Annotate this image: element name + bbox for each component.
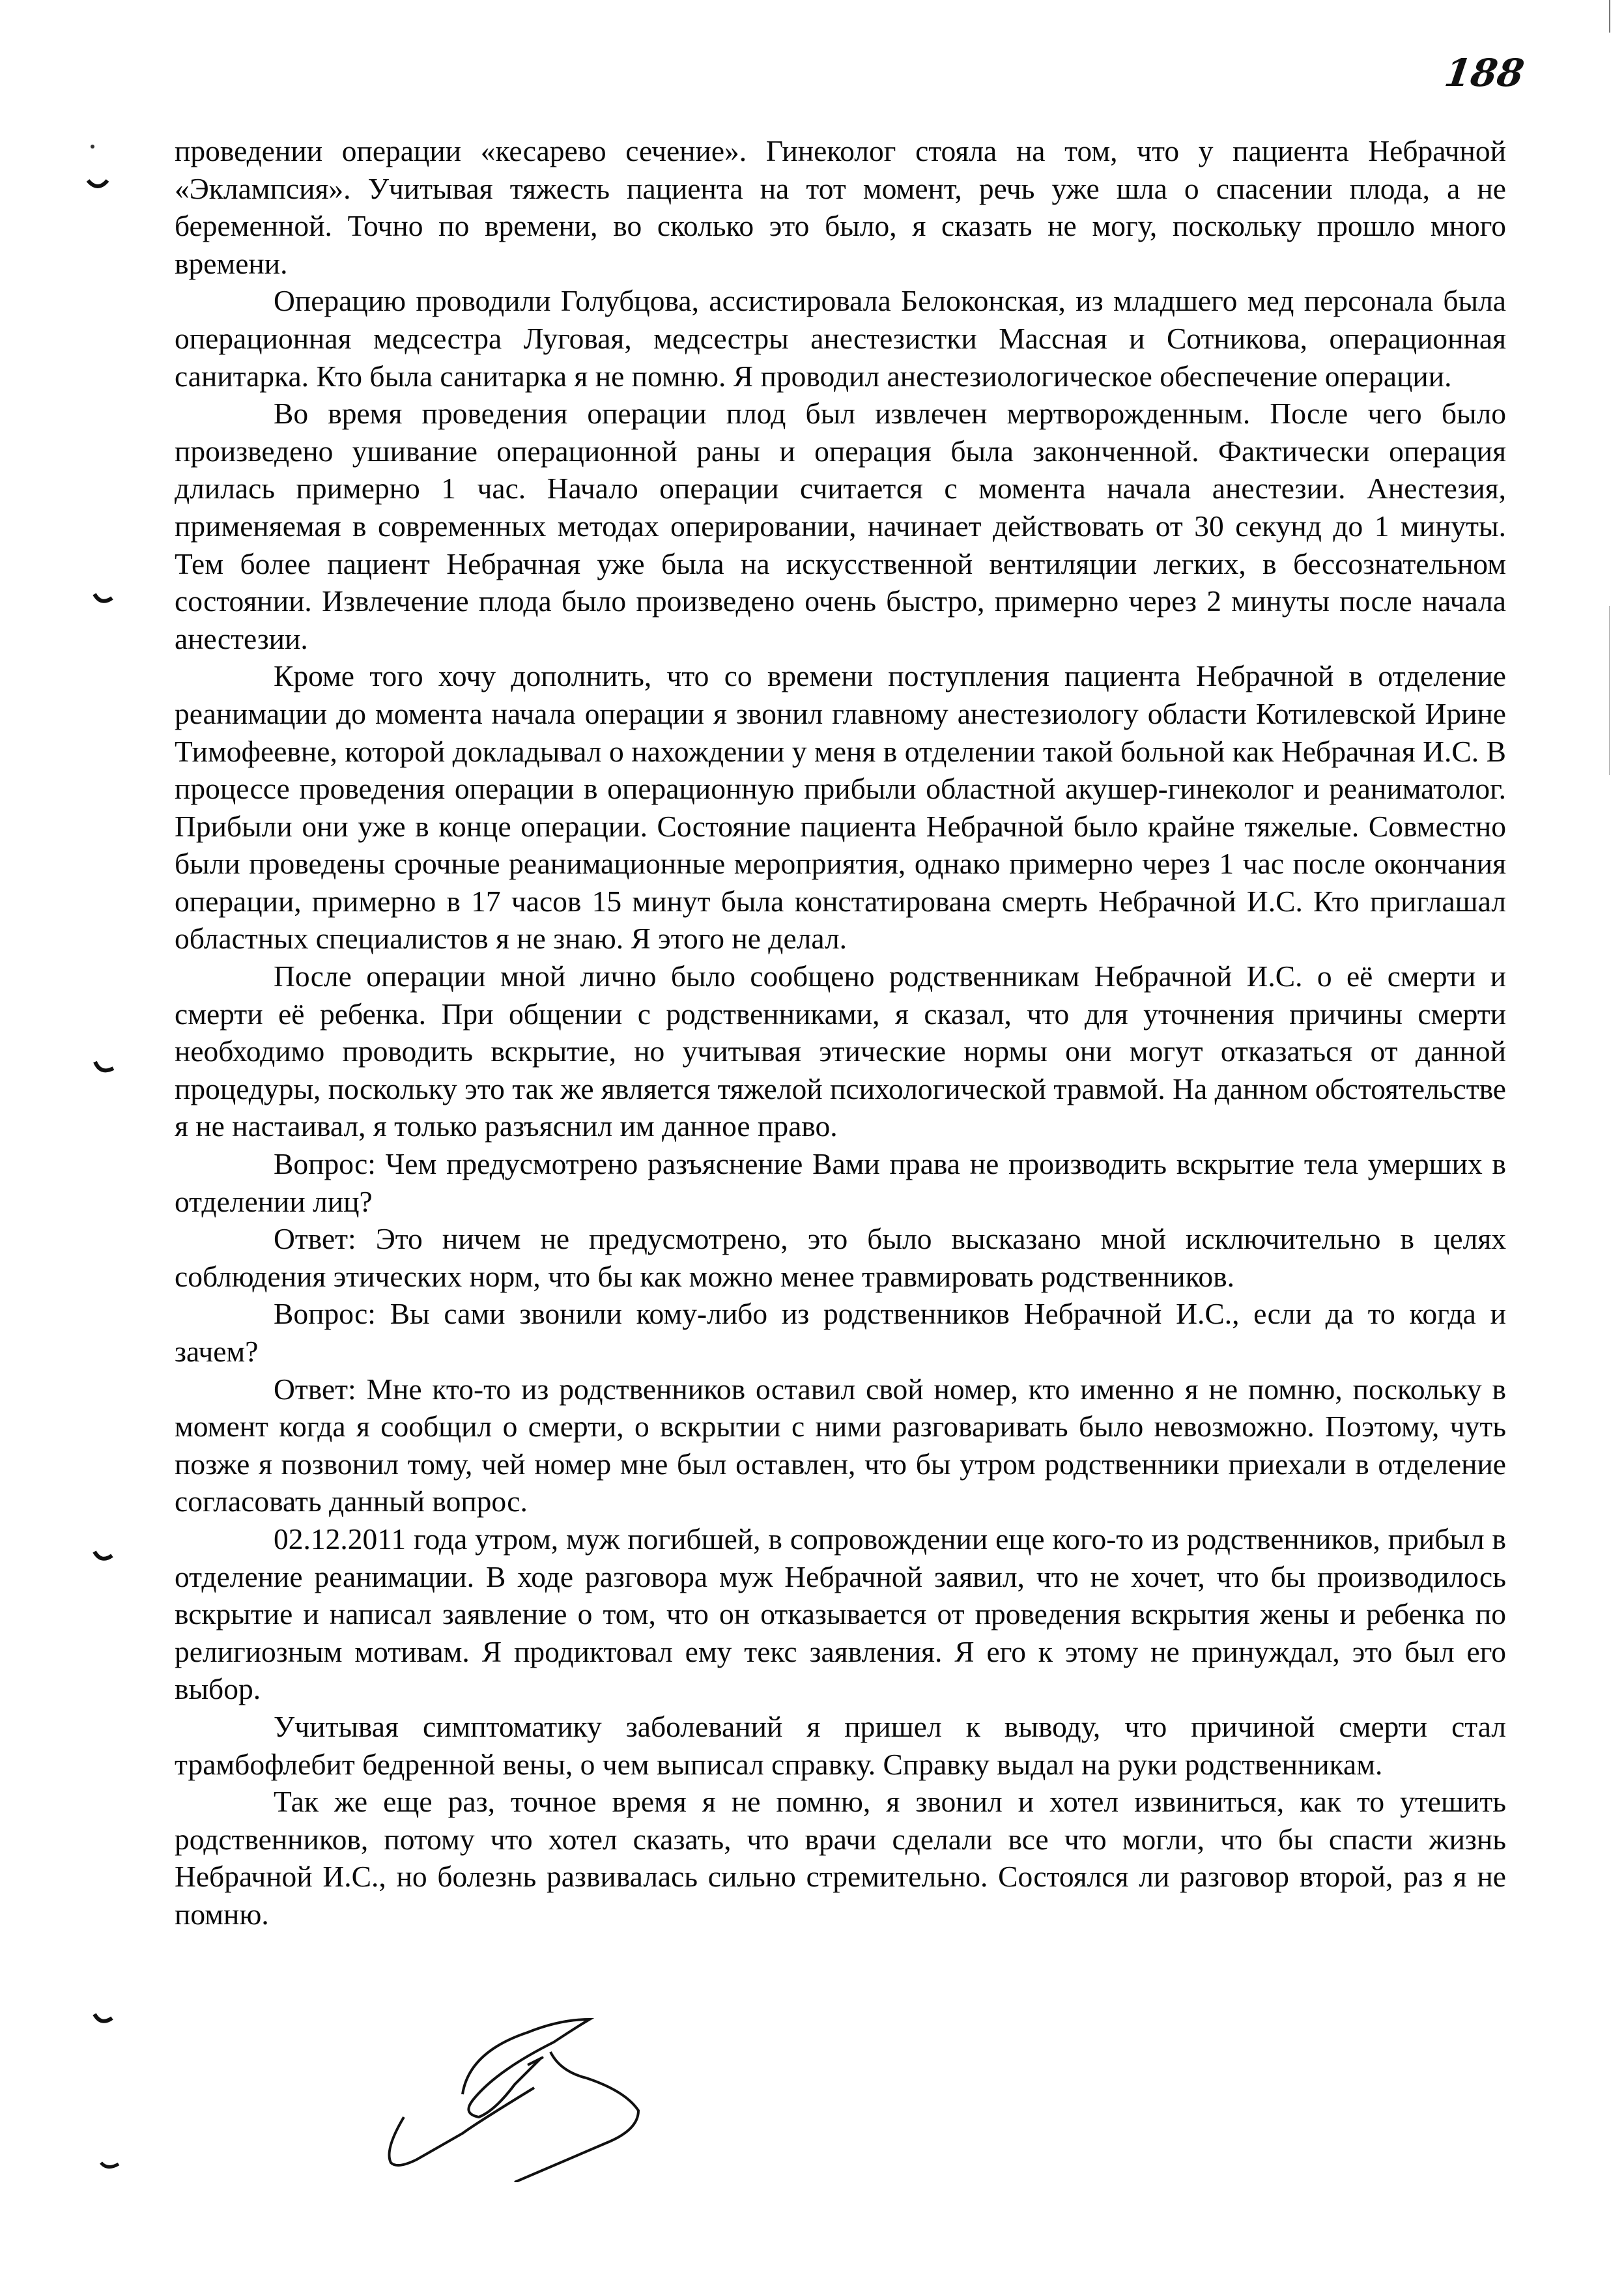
paragraph: Во время проведения операции плод был извлечен мертворожденным. После чего было произведено ушивание операционной раны и операция была законченной. Фактически операция длилась примерно 1 час. Начало операции считается с момента начала анестезии. Анестезия, применяемая в современных методах оперировании, начинает действовать от 30 секунд до 1 минуты. Тем более пациент Небрачная уже была на искусственной вентиляции легких, в бессознательном состоянии. Извлечение плода было произведено очень быстро, примерно через 2 минуты после начала анестезии. <box>175 397 1506 655</box>
answer-paragraph: Ответ: Мне кто-то из родственников оставил свой номер, кто именно я не помню, поскольку в момент когда я сообщил о смерти, о вскрытии с ними разговаривать было невозможно. Поэтому, чуть позже я позвонил тому, чей номер мне был оставлен, что бы утром родственники приехали в отделение согласовать данный вопрос. <box>175 1372 1506 1518</box>
margin-mark-icon <box>91 586 117 612</box>
margin-mark-icon <box>91 1544 117 1570</box>
answer-paragraph: Ответ: Это ничем не предусмотрено, это было высказано мной исключительно в целях соблюдения этических норм, что бы как можно менее травмировать родственников. <box>175 1222 1506 1293</box>
paragraph: проведении операции «кесарево сечение». Гинеколог стояла на том, что у пациента Небрачной «Эклампсия». Учитывая тяжесть пациента на тот момент, речь уже шла о спасении плода, а не беременной. Точно по времени, во сколько это было, я сказать не могу, поскольку прошло много времени. <box>175 134 1506 280</box>
signature-icon <box>365 1993 730 2182</box>
margin-mark-icon <box>85 140 111 218</box>
paragraph: Кроме того хочу дополнить, что со времени поступления пациента Небрачной в отделение реанимации до момента начала операции я звонил главному анестезиологу области Котилевской Ирине Тимофеевне, которой докладывал о нахождении у меня в отделении такой больной как Небрачная И.С. В процессе проведения операции в операционную прибыли областной акушер-гинеколог и реаниматолог. Прибыли они уже в конце операции. Состояние пациента Небрачной было крайне тяжелые. Совместно были проведены срочные реанимационные мероприятия, однако примерно через 1 час после окончания операции, примерно в 17 часов 15 минут была констатирована смерть Небрачной И.С. Кто приглашал областных специалистов я не знаю. Я этого не делал. <box>175 659 1506 956</box>
paragraph: Учитывая симптоматику заболеваний я пришел к выводу, что причиной смерти стал трамбофлебит бедренной вены, о чем выписал справку. Справку выдал на руки родственникам. <box>175 1709 1506 1781</box>
margin-mark-icon <box>91 2006 117 2032</box>
question-paragraph: Вопрос: Чем предусмотрено разъяснение Вами права не производить вскрытие тела умерших в отделении лиц? <box>175 1147 1506 1218</box>
document-body <box>175 132 1506 1933</box>
paragraph: После операции мной лично было сообщено родственникам Небрачной И.С. о её смерти и смерти её ребенка. При общении с родственниками, я сказал, что для уточнения причины смерти необходимо проводить вскрытие, но учитывая этические нормы они могут отказаться от данной процедуры, поскольку это так же является тяжелой психологической травмой. На данном обстоятельстве я не настаивал, я только разъяснил им данное право. <box>175 960 1506 1143</box>
paragraph: Так же еще раз, точное время я не помню, я звонил и хотел извиниться, как то утешить родственников, потому что хотел сказать, что врачи сделали все что могли, что бы спасти жизнь Небрачной И.С., но болезнь развивалась сильно стремительно. Состоялся ли разговор второй, раз я не помню. <box>175 1785 1506 1931</box>
scan-edge-mark <box>1609 606 1610 775</box>
margin-mark-icon <box>98 2150 124 2176</box>
page-number: 188 <box>1442 51 1527 95</box>
scan-edge-mark <box>1609 0 1610 33</box>
paragraph: Операцию проводили Голубцова, ассистировала Белоконская, из младшего мед персонала была операционная медсестра Луговая, медсестры анестезистки Массная и Сотникова, операционная санитарка. Кто была санитарка я не помню. Я проводил анестезиологическое обеспечение операции. <box>175 284 1506 393</box>
question-paragraph: Вопрос: Вы сами звонили кому-либо из родственников Небрачной И.С., если да то когда и зачем? <box>175 1297 1506 1368</box>
margin-mark-icon <box>91 1042 117 1088</box>
paragraph: 02.12.2011 года утром, муж погибшей, в сопровождении еще кого-то из родственников, прибыл в отделение реанимации. В ходе разговора муж Небрачной заявил, что не хочет, что бы производилось вскрытие и написал заявление о том, что он отказывается от проведения вскрытия жены и ребенка по религиозным мотивам. Я продиктовал ему текс заявления. Я его к этому не принуждал, это был его выбор. <box>175 1522 1506 1706</box>
